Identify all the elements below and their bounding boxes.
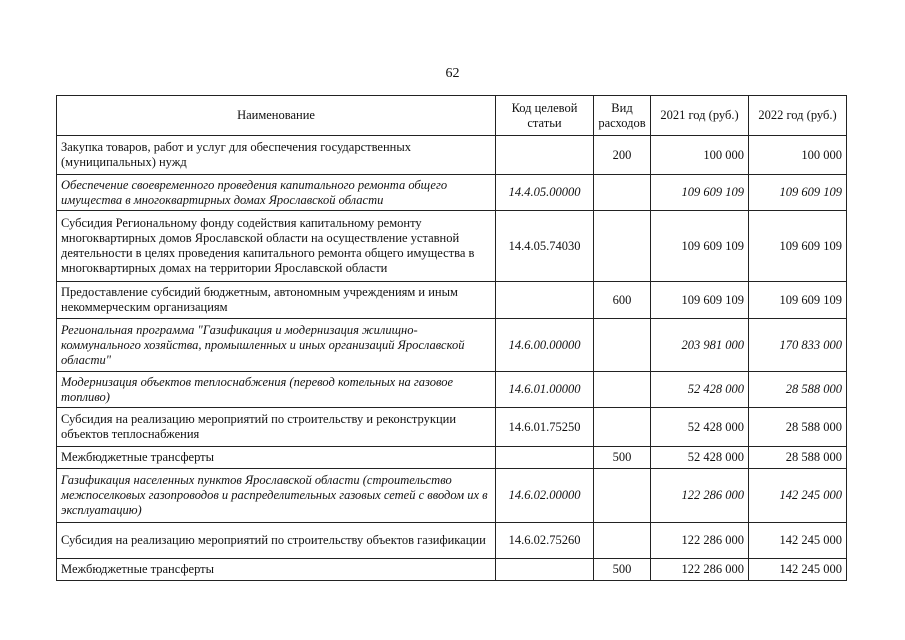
- cell-2021: 122 286 000: [651, 559, 749, 581]
- cell-type: 500: [594, 559, 651, 581]
- cell-code: 14.6.02.75260: [496, 523, 594, 559]
- cell-type: [594, 175, 651, 211]
- header-name: Наименование: [57, 96, 496, 136]
- cell-2021: 109 609 109: [651, 211, 749, 282]
- cell-2022: 170 833 000: [749, 319, 847, 372]
- cell-2021: 52 428 000: [651, 408, 749, 447]
- cell-name: Закупка товаров, работ и услуг для обеспечения государственных (муниципальных) нужд: [57, 136, 496, 175]
- cell-code: 14.6.01.75250: [496, 408, 594, 447]
- cell-2021: 52 428 000: [651, 447, 749, 469]
- cell-type: [594, 408, 651, 447]
- cell-2022: 109 609 109: [749, 175, 847, 211]
- table-row: [57, 447, 847, 469]
- cell-2022: 109 609 109: [749, 282, 847, 319]
- cell-code: [496, 282, 594, 319]
- cell-name: Субсидия на реализацию мероприятий по строительству и реконструкции объектов теплоснабжения: [57, 408, 496, 447]
- table-row: [57, 523, 847, 559]
- cell-type: [594, 469, 651, 523]
- cell-2022: 142 245 000: [749, 523, 847, 559]
- cell-code: 14.6.02.00000: [496, 469, 594, 523]
- table-header-row: [57, 96, 847, 136]
- cell-name: Обеспечение своевременного проведения капитального ремонта общего имущества в многоквартирных домах Ярославской области: [57, 175, 496, 211]
- cell-2022: 142 245 000: [749, 469, 847, 523]
- table-row: [57, 136, 847, 175]
- header-2022: 2022 год (руб.): [749, 96, 847, 136]
- cell-type: 200: [594, 136, 651, 175]
- table-row: [57, 175, 847, 211]
- header-2021: 2021 год (руб.): [651, 96, 749, 136]
- cell-2021: 122 286 000: [651, 469, 749, 523]
- cell-type: [594, 523, 651, 559]
- header-code: Код целевой статьи: [496, 96, 594, 136]
- cell-code: [496, 447, 594, 469]
- cell-2022: 28 588 000: [749, 408, 847, 447]
- table-row: [57, 282, 847, 319]
- cell-code: 14.4.05.00000: [496, 175, 594, 211]
- cell-name: Газификация населенных пунктов Ярославской области (строительство межпоселковых газопроводов и распределительных газовых сетей с вводом их в эксплуатацию): [57, 469, 496, 523]
- table-row: [57, 559, 847, 581]
- cell-2021: 109 609 109: [651, 175, 749, 211]
- table-body: [57, 136, 847, 581]
- cell-name: Предоставление субсидий бюджетным, автономным учреждениям и иным некоммерческим организациям: [57, 282, 496, 319]
- table-row: [57, 372, 847, 408]
- cell-code: 14.4.05.74030: [496, 211, 594, 282]
- cell-2022: 28 588 000: [749, 372, 847, 408]
- cell-name: Межбюджетные трансферты: [57, 447, 496, 469]
- cell-type: 500: [594, 447, 651, 469]
- cell-type: [594, 372, 651, 408]
- cell-2021: 100 000: [651, 136, 749, 175]
- table-row: [57, 408, 847, 447]
- cell-2021: 203 981 000: [651, 319, 749, 372]
- cell-2022: 109 609 109: [749, 211, 847, 282]
- cell-2022: 28 588 000: [749, 447, 847, 469]
- cell-2021: 52 428 000: [651, 372, 749, 408]
- cell-2022: 100 000: [749, 136, 847, 175]
- cell-type: [594, 319, 651, 372]
- cell-name: Субсидия на реализацию мероприятий по строительству объектов газификации: [57, 523, 496, 559]
- cell-code: 14.6.00.00000: [496, 319, 594, 372]
- cell-name: Модернизация объектов теплоснабжения (перевод котельных на газовое топливо): [57, 372, 496, 408]
- page-number: 62: [445, 66, 460, 81]
- table-row: [57, 211, 847, 282]
- cell-type: [594, 211, 651, 282]
- budget-table: [56, 95, 847, 581]
- cell-2022: 142 245 000: [749, 559, 847, 581]
- cell-2021: 122 286 000: [651, 523, 749, 559]
- header-type: Вид расходов: [594, 96, 651, 136]
- cell-type: 600: [594, 282, 651, 319]
- cell-2021: 109 609 109: [651, 282, 749, 319]
- table-row: [57, 469, 847, 523]
- cell-name: Региональная программа "Газификация и модернизация жилищно-коммунального хозяйства, промышленных и иных организаций Ярославской области": [57, 319, 496, 372]
- cell-code: [496, 559, 594, 581]
- cell-name: Межбюджетные трансферты: [57, 559, 496, 581]
- cell-code: [496, 136, 594, 175]
- cell-code: 14.6.01.00000: [496, 372, 594, 408]
- cell-name: Субсидия Региональному фонду содействия капитальному ремонту многоквартирных домов Ярославской области на осуществление уставной деятельности в целях проведения капитального ремонта общего имущества в многоквартирных домах на территории Ярославской области: [57, 211, 496, 282]
- table-row: [57, 319, 847, 372]
